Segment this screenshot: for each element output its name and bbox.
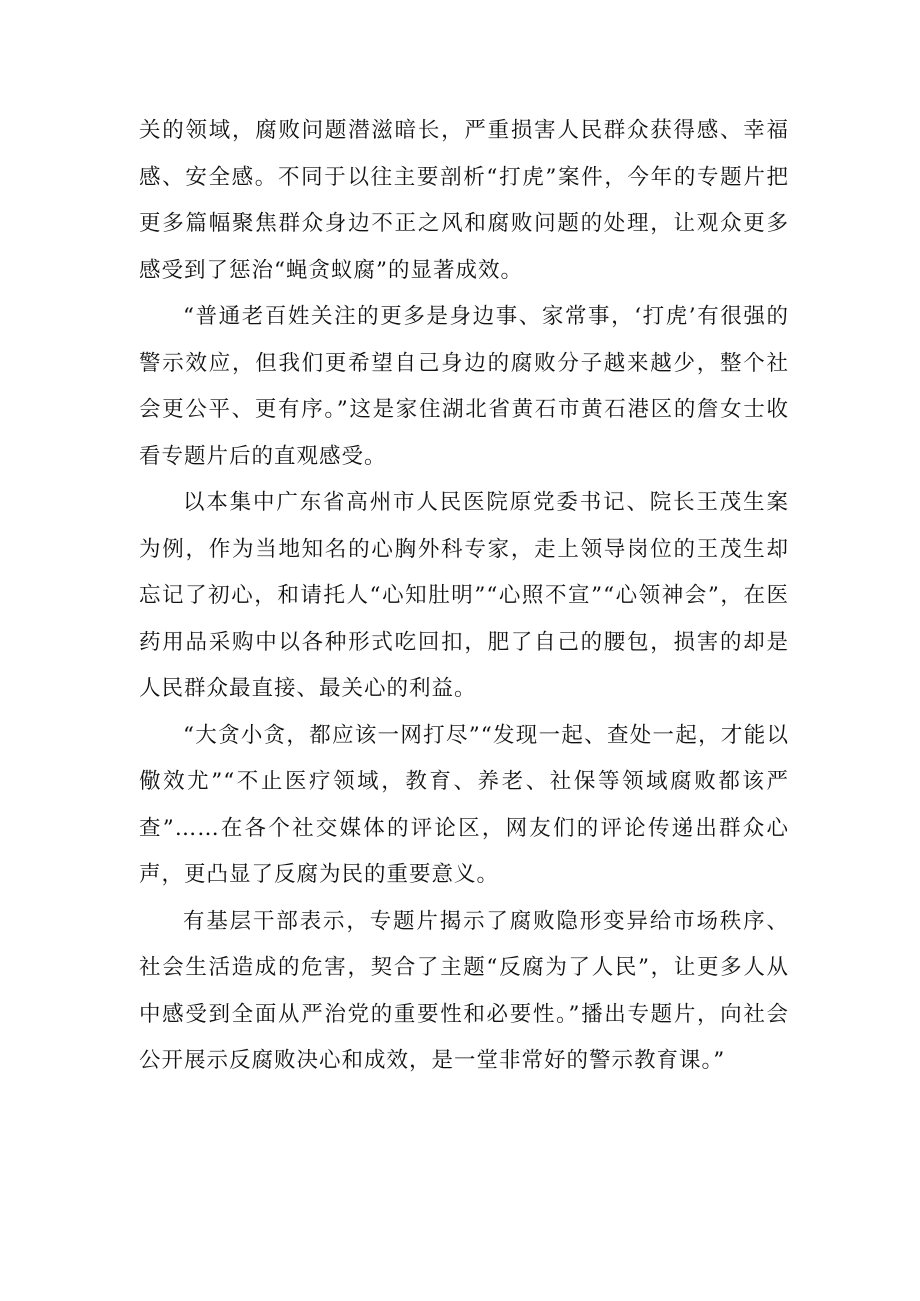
document-body [139,108,789,1085]
paragraph-5: 有基层干部表示，专题片揭示了腐败隐形变异给市场秩序、社会生活造成的危害，契合了主题“反腐为了人民”，让更多人从中感受到全面从严治党的重要性和必要性。”播出专题片，向社会公开展示反腐败决心和成效，是一堂非常好的警示教育课。” [139,908,789,1073]
paragraph-2: “普通老百姓关注的更多是身边事、家常事，‘打虎’有很强的警示效应，但我们更希望自己身边的腐败分子越来越少，整个社会更公平、更有序。”这是家住湖北省黄石市黄石港区的詹女士收看专题片后的直观感受。 [139,304,789,469]
paragraph-4: “大贪小贪，都应该一网打尽”“发现一起、查处一起，才能以儆效尤”“不止医疗领域，教育、养老、社保等领域腐败都该严查”……在各个社交媒体的评论区，网友们的评论传递出群众心声，更凸显了反腐为民的重要意义。 [139,722,789,887]
paragraph-3: 以本集中广东省高州市人民医院原党委书记、院长王茂生案为例，作为当地知名的心胸外科专家，走上领导岗位的王茂生却忘记了初心，和请托人“心知肚明”“心照不宣”“心领神会”，在医药用品采购中以各种形式吃回扣，肥了自己的腰包，损害的却是人民群众最直接、最关心的利益。 [139,490,789,701]
paragraph-1: 关的领域，腐败问题潜滋暗长，严重损害人民群众获得感、幸福感、安全感。不同于以往主要剖析“打虎”案件，今年的专题片把更多篇幅聚焦群众身边不正之风和腐败问题的处理，让观众更多感受到了惩治“蝇贪蚁腐”的显著成效。 [139,118,789,283]
